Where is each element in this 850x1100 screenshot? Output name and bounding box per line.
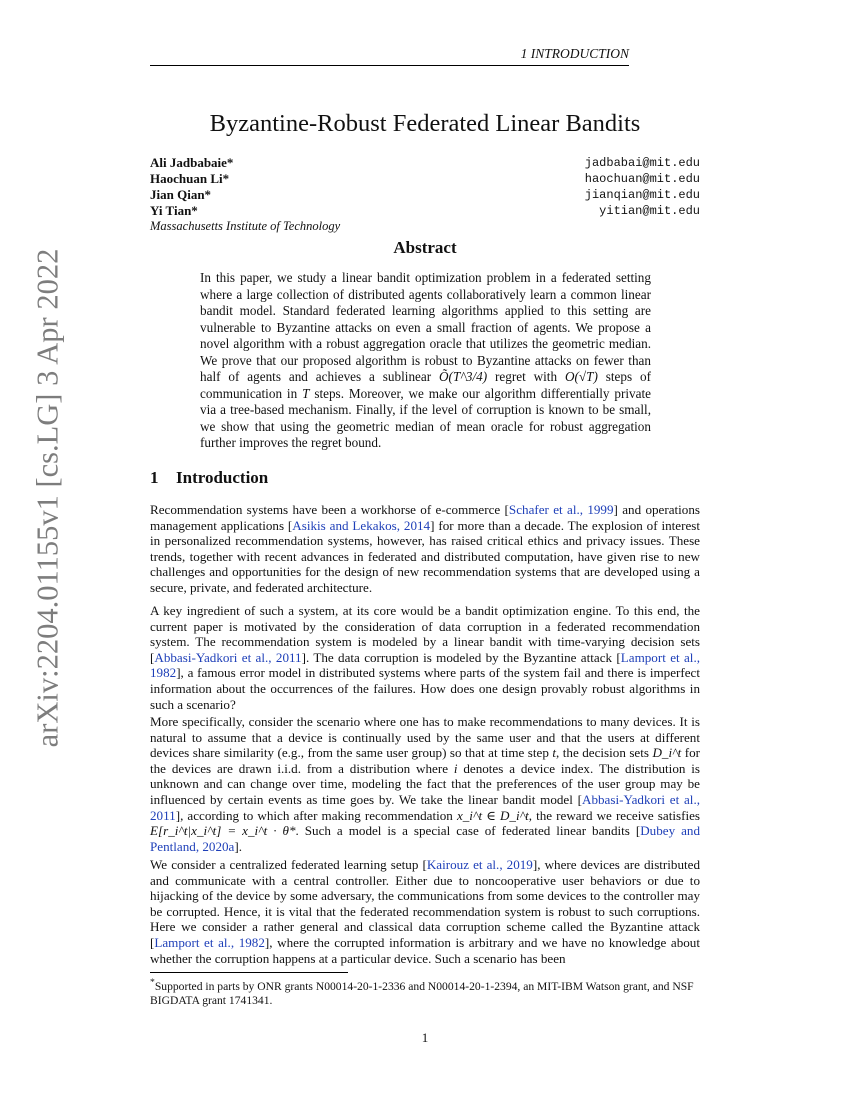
paragraph-text: ] for more than a decade. The explosion of interest in personalized recommendation systems, however, has raised critical ethics and privacy issues. These trends, together with recent advances in federated and distributed computation, have given rise to new challenges and opportunities for the design of new recommendation systems that are developed using a secure, private, and federated architecture. [150,517,700,595]
abstract-text: steps of communication in [200,369,651,401]
paragraph-text: ], a famous error model in distributed systems where parts of the system fail and there is imperfect information about the occurrences of the failures. How does one design provably robust algorithms in such a scenario? [150,665,700,712]
inline-math: t [552,745,557,761]
arxiv-stamp-text: arXiv:2204.01155v1 [cs.LG] 3 Apr 2022 [30,248,65,748]
citation-link[interactable]: Lamport et al., 1982 [154,934,265,950]
citation-link[interactable]: Dubey and Pentland, 2020a [150,823,701,854]
footnote-rule [150,972,348,973]
abstract-text: In this paper, we study a linear bandit optimization problem in a federated setting where a large collection of distributed agents collaboratively learn a common linear bandit model. Standard federated learning algorithms applied to this setting are vulnerable to Byzantine attacks on even a small fraction of agents. We propose a novel algorithm with a robust aggregation oracle that utilizes the geometric median. We prove that our proposed algorithm is robust to Byzantine attacks on fewer than half of agents and achieves a sublinear [200,270,651,384]
paragraph-text: denotes a device index. The distribution is unknown and can change over time, modeling the fact that the preferences of the user group may be influenced by certain events as time goes by. We take the linear bandit model [ [150,760,700,807]
paragraph-text: , the reward we receive satisfies [528,807,700,823]
regret-math: Õ(T^3/4) [439,369,488,384]
abstract-text: regret with [487,369,565,384]
citation-link[interactable]: Abbasi-Yadkori et al., 2011 [150,791,700,823]
section-title: Introduction [176,468,269,487]
author-name: Jian Qian* [150,187,212,202]
author-email[interactable]: jianqian@mit.edu [584,188,700,202]
steps-math: T [302,385,310,401]
paragraph-text: More specifically, consider the scenario where one has to make recommendations to many devices. It is natural to assume that a device is continually used by the same user and that the users at different devices share similarity (e.g., from the same user group) so that at time step [150,714,700,761]
citation-link[interactable]: Kairouz et al., 2019 [426,857,533,872]
author-email[interactable]: yitian@mit.edu [599,204,700,218]
citation-link[interactable]: Lamport et al., 1982 [150,649,700,681]
inline-math: i [453,760,458,776]
paper-title: Byzantine-Robust Federated Linear Bandits [209,110,641,137]
author-name: Ali Jadbabaie* [150,155,234,170]
abstract-body [200,270,651,452]
header-rule [150,65,629,66]
footnote-text: Supported in parts by ONR grants N00014-20-1-2336 and N00014-20-1-2394, an MIT-IBM Watson grant, and NSF BIGDATA grant 1741341. [150,979,694,1008]
intro-paragraph-3 [150,714,700,854]
paragraph-text: ], where devices are distributed and communicate with a central controller. Either due to noncooperative user behaviors or due to hijacking of the device by some adversary, the communications from some devices to the controller may be corrupted. Hence, it is vital that the federated recommendation system is robust to such corruptions. Here we consider a rather general and classical data corruption scheme called the Byzantine attack [ [150,857,701,950]
paragraph-text: , the decision sets [556,745,653,761]
inline-math: D_i^t [652,745,682,761]
abstract-text: steps. Moreover, we make our algorithm differentially private via a tree-based mechanism. Finally, if the level of corruption is known to be small, we show that using the geometric median of mean oracle for robust aggregation further improves the regret bound. [200,385,651,450]
intro-paragraph-1 [150,502,700,596]
inline-math: E[r_i^t|x_i^t] = x_i^t · θ* [150,823,296,839]
author-name: Haochuan Li* [150,171,230,186]
paragraph-text: ], where the corrupted information is arbitrary and we have no knowledge about whether the corruption happens at a particular device. Such a scenario has been [150,934,700,966]
inline-math: x_i^t ∈ D_i^t [456,807,529,823]
communication-math: O(√T) [564,369,598,384]
paragraph-text: ] and operations management applications [ [150,502,700,533]
paragraph-text: ]. [234,838,243,854]
citation-link[interactable]: Asikis and Lekakos, 2014 [292,517,431,533]
author-institution: Massachusetts Institute of Technology [150,219,341,233]
paragraph-text: ]. The data corruption is modeled by the Byzantine attack [ [301,649,621,665]
author-name: Yi Tian* [150,203,198,218]
paragraph-text: for the devices are drawn i.i.d. from a distribution where [150,745,701,776]
running-header: 1 INTRODUCTION [520,46,629,61]
footnote [150,976,700,1009]
footnote-mark: * [150,977,155,988]
section-number: 1 [150,468,159,487]
section-heading [150,468,268,488]
abstract-heading: Abstract [393,238,457,257]
paragraph-text: We consider a centralized federated learning setup [ [150,857,427,872]
author-email[interactable]: jadbabai@mit.edu [584,156,700,170]
intro-paragraph-4 [150,857,700,966]
citation-link[interactable]: Abbasi-Yadkori et al., 2011 [154,649,302,665]
author-email[interactable]: haochuan@mit.edu [584,172,700,186]
paragraph-text: ], according to which after making recommendation [175,807,457,823]
page-number: 1 [421,1030,429,1045]
paragraph-text: A key ingredient of such a system, at its core would be a bandit optimization engine. To this end, the current paper is motivated by the consideration of data corruption in a federated recommendation system. The recommendation system is modeled by a linear bandit with time-varying decision sets [ [150,603,700,665]
intro-paragraph-2 [150,603,700,712]
paragraph-text: . Such a model is a special case of federated linear bandits [ [295,823,641,839]
paragraph-text: Recommendation systems have been a workhorse of e-commerce [ [150,502,509,517]
citation-link[interactable]: Schafer et al., 1999 [508,502,614,517]
